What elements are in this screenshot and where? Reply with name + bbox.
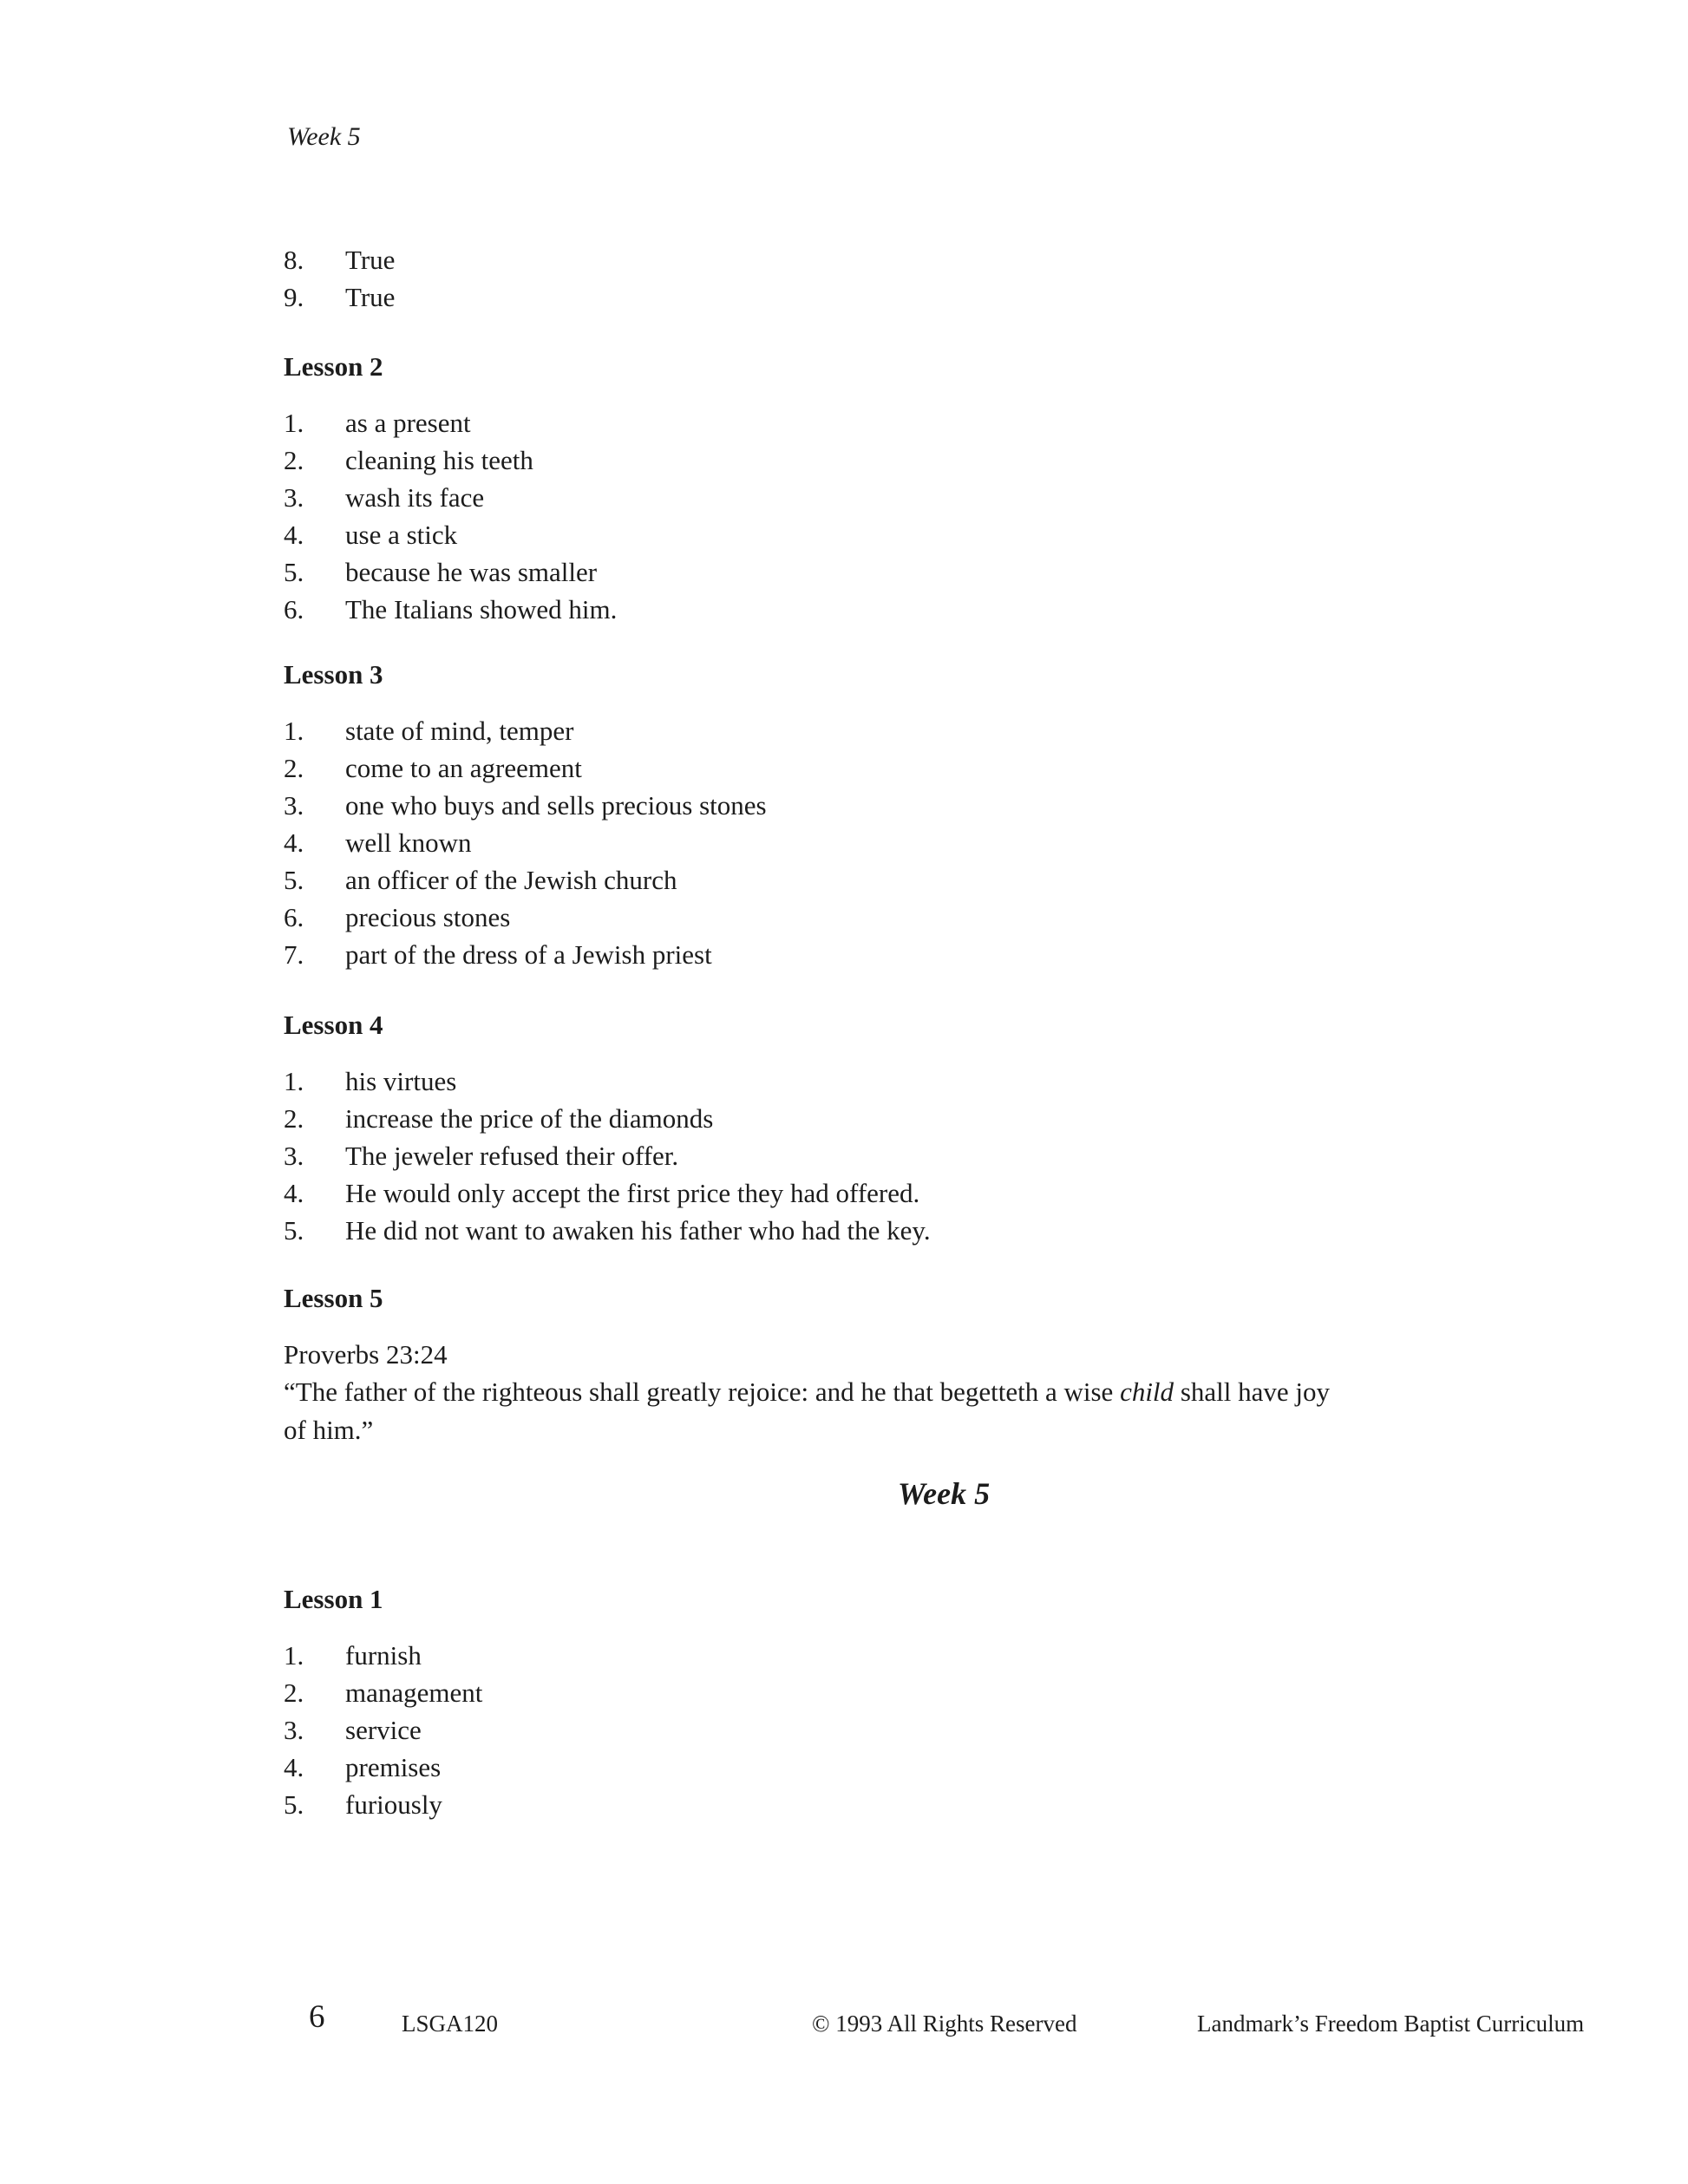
list-item — [284, 241, 1604, 278]
item-text: an officer of the Jewish church — [345, 865, 677, 895]
item-number: 5. — [284, 1215, 304, 1246]
quote-line-2: of him.” — [284, 1415, 374, 1445]
answer-list — [284, 241, 1604, 316]
lesson-heading: Lesson 4 — [284, 1010, 383, 1040]
item-number: 3. — [284, 482, 304, 513]
page-number: 6 — [309, 1999, 325, 2035]
item-number: 4. — [284, 1178, 304, 1208]
quote-line-1 — [284, 1373, 1604, 1411]
list-item — [284, 516, 1604, 553]
section-lesson-4 — [284, 1006, 1604, 1249]
section-lesson-3 — [284, 656, 1604, 973]
publisher-name: Landmark’s Freedom Baptist Curriculum — [1197, 2011, 1585, 2037]
copyright-notice: © 1993 All Rights Reserved — [812, 2011, 1077, 2037]
item-text: premises — [345, 1752, 442, 1782]
list-item — [284, 712, 1604, 749]
carryover-answers — [284, 241, 1604, 316]
item-number: 2. — [284, 1677, 304, 1708]
item-number: 3. — [284, 790, 304, 821]
section-lesson-5 — [284, 1279, 1604, 1449]
week-heading — [284, 1475, 1604, 1513]
item-text: The jeweler refused their offer. — [345, 1141, 679, 1171]
item-number: 1. — [284, 1066, 304, 1096]
lesson-heading: Lesson 5 — [284, 1283, 383, 1313]
item-text: cleaning his teeth — [345, 445, 533, 475]
item-number: 1. — [284, 1640, 304, 1671]
lesson-heading: Lesson 1 — [284, 1584, 383, 1614]
item-number: 3. — [284, 1141, 304, 1171]
list-item — [284, 1711, 1604, 1749]
item-number: 6. — [284, 902, 304, 932]
answer-list — [284, 404, 1604, 628]
quote-text: “The father of the righteous shall greatly rejoice: and he that begetteth a wise — [284, 1376, 1121, 1407]
scripture-reference: Proverbs 23:24 — [284, 1339, 448, 1370]
list-item — [284, 1100, 1604, 1137]
list-item — [284, 824, 1604, 861]
answer-list — [284, 712, 1604, 973]
item-number: 5. — [284, 557, 304, 587]
week-heading-text: Week 5 — [897, 1476, 991, 1511]
item-text: because he was smaller — [345, 557, 598, 587]
list-item — [284, 591, 1604, 628]
item-text: come to an agreement — [345, 753, 582, 783]
item-number: 4. — [284, 520, 304, 550]
scripture-quote — [284, 1373, 1604, 1449]
item-text: He would only accept the first price they had offered. — [345, 1178, 920, 1208]
item-number: 6. — [284, 594, 304, 624]
list-item — [284, 1749, 1604, 1786]
list-item — [284, 479, 1604, 516]
list-item — [284, 441, 1604, 479]
item-text: use a stick — [345, 520, 458, 550]
list-item — [284, 787, 1604, 824]
item-number: 2. — [284, 753, 304, 783]
item-number: 3. — [284, 1715, 304, 1745]
lesson-heading: Lesson 2 — [284, 351, 383, 382]
item-text: wash its face — [345, 482, 485, 513]
item-number: 5. — [284, 1789, 304, 1820]
list-item — [284, 1786, 1604, 1823]
list-item — [284, 1674, 1604, 1711]
list-item — [284, 899, 1604, 936]
running-header: Week 5 — [287, 122, 361, 151]
item-text: state of mind, temper — [345, 716, 574, 746]
item-text: furnish — [345, 1640, 422, 1671]
list-item — [284, 1174, 1604, 1212]
list-item — [284, 404, 1604, 441]
item-text: He did not want to awaken his father who had the key. — [345, 1215, 931, 1246]
item-text: service — [345, 1715, 422, 1745]
item-text: precious stones — [345, 902, 511, 932]
list-item — [284, 553, 1604, 591]
list-item — [284, 278, 1604, 316]
item-text: well known — [345, 827, 472, 858]
list-item — [284, 936, 1604, 973]
item-text: part of the dress of a Jewish priest — [345, 939, 712, 970]
item-text: one who buys and sells precious stones — [345, 790, 767, 821]
section-lesson-1 — [284, 1580, 1604, 1823]
quote-italic-word: child — [1120, 1376, 1174, 1407]
list-item — [284, 1137, 1604, 1174]
answer-list — [284, 1063, 1604, 1249]
item-number: 9. — [284, 282, 304, 312]
item-text: True — [345, 245, 396, 275]
item-text: his virtues — [345, 1066, 457, 1096]
list-item — [284, 749, 1604, 787]
list-item — [284, 1063, 1604, 1100]
item-text: increase the price of the diamonds — [345, 1103, 714, 1134]
item-number: 5. — [284, 865, 304, 895]
quote-text: shall have joy — [1174, 1376, 1330, 1407]
list-item — [284, 861, 1604, 899]
curriculum-code: LSGA120 — [402, 2011, 499, 2037]
section-lesson-2 — [284, 348, 1604, 628]
item-number: 1. — [284, 716, 304, 746]
item-text: The Italians showed him. — [345, 594, 618, 624]
lesson-heading: Lesson 3 — [284, 659, 383, 690]
item-number: 2. — [284, 1103, 304, 1134]
item-text: True — [345, 282, 396, 312]
item-text: as a present — [345, 408, 471, 438]
item-number: 7. — [284, 939, 304, 970]
item-text: furiously — [345, 1789, 442, 1820]
list-item — [284, 1637, 1604, 1674]
item-number: 4. — [284, 827, 304, 858]
list-item — [284, 1212, 1604, 1249]
item-number: 1. — [284, 408, 304, 438]
item-number: 8. — [284, 245, 304, 275]
item-number: 2. — [284, 445, 304, 475]
item-text: management — [345, 1677, 483, 1708]
answer-list — [284, 1637, 1604, 1823]
item-number: 4. — [284, 1752, 304, 1782]
